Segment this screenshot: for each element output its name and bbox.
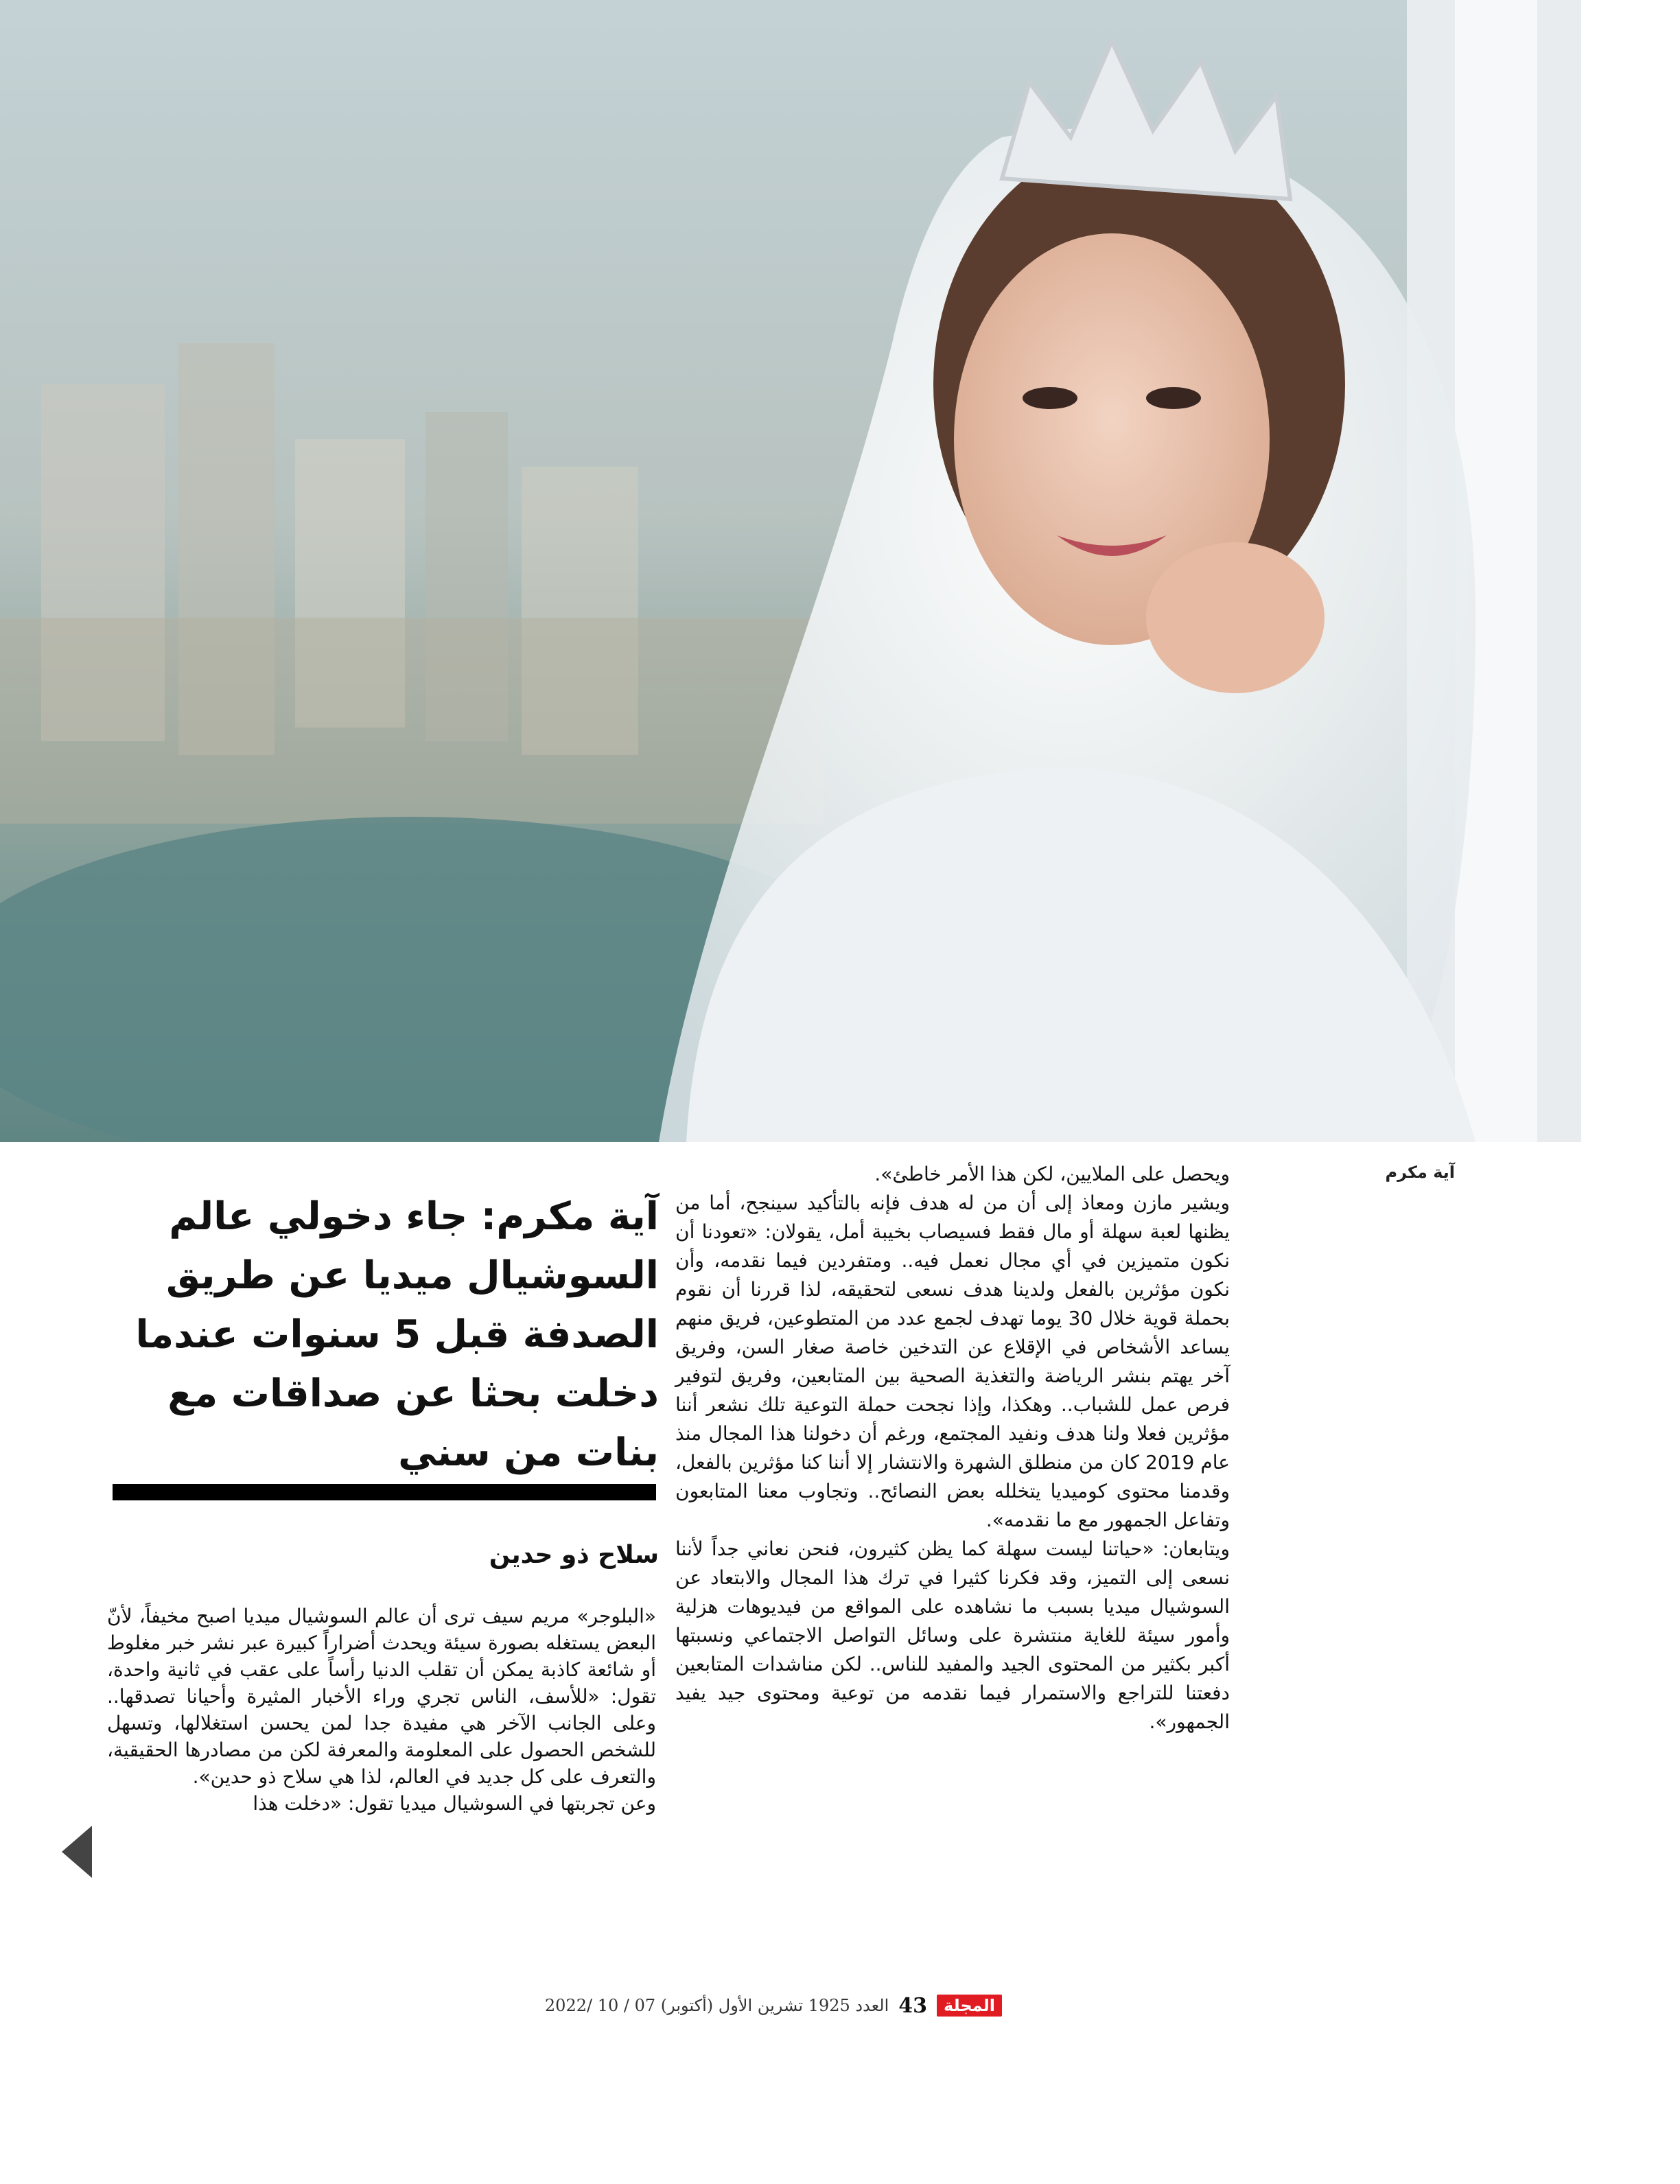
section-subheading: سلاح ذو حدين (489, 1541, 659, 1569)
page-number: 43 (898, 1993, 928, 2018)
article-column-left (107, 1603, 656, 1817)
hero-photo (0, 0, 1581, 1142)
headline-divider (113, 1484, 656, 1500)
page-footer (535, 1990, 1002, 2021)
article-headline: آية مكرم: جاء دخولي عالم السوشيال ميديا عن طريق الصدفة قبل 5 سنوات عندما دخلت بحثا عن صداقات مع بنات من سني (135, 1194, 659, 1475)
magazine-logo: المجلة (937, 1995, 1002, 2017)
previous-page-arrow-icon[interactable] (62, 1826, 92, 1878)
bride-portrait-illustration (0, 0, 1581, 1142)
photo-caption: آية مكرم (1385, 1163, 1455, 1182)
intro-paragraph: «البلوجر» مريم سيف ترى أن عالم السوشيال ميديا اصبح مخيفاً، لأنّ البعض يستغله بصورة سيئة ويحدث أضراراً كبيرة عبر نشر خبر مغلوط أو شائعة كاذبة يمكن أن تقلب الدنيا رأساً على عقب في ثانية واحدة، تقول: «للأسف، الناس تجري وراء الأخبار المثيرة وأحيانا تصدقها.. وعلى الجانب الآخر هي مفيدة جدا لمن يحسن استغلالها، وتسهل للشخص الحصول على المعلومة والمعرفة لكن من مصادرها الحقيقية، والتعرف على كل جديد في العالم، لذا هي سلاح ذو حدين». (107, 1605, 656, 1788)
article-column-right (675, 1160, 1230, 1736)
body-paragraph-3: ويتابعان: «حياتنا ليست سهلة كما يظن كثيرون، فنحن نعاني جداً لأننا نسعى إلى التميز، وقد فكرنا كثيرا في ترك هذا المجال والابتعاد عن السوشيال ميديا بسبب ما نشاهده على المواقع من فيديوهات هزلية وأمور سيئة للغاية منتشرة على وسائل التواصل الاجتماعي ونسبتها أكبر بكثير من المحتوى الجيد والمفيد للناس.. لكن مناشدات المتابعين دفعتنا للتراجع والاستمرار فيما نقدمه من توعية ومحتوى جيد يفيد الجمهور». (675, 1537, 1230, 1733)
body-paragraph-2: ويشير مازن ومعاذ إلى أن من له هدف فإنه بالتأكيد سينجح، أما من يظنها لعبة سهلة أو مال فقط فسيصاب بخيبة أمل، يقولان: «تعودنا أن نكون متميزين في أي مجال نعمل فيه.. ومتفردين فيما نقدمه، وأن نكون مؤثرين بالفعل ولدينا هدف نسعى لتحقيقه، لذا قررنا أن نقوم بحملة قوية خلال 30 يوما تهدف لجمع عدد من المتطوعين، فريق منهم يساعد الأشخاص في الإقلاع عن التدخين خاصة صغار السن، وفريق آخر يهتم بنشر الرياضة والتغذية الصحية بين المتابعين، وفريق لتوفير فرص عمل للشباب.. وهكذا، وإذا نجحت حملة التوعية تلك نشعر أننا مؤثرين فعلا ولنا هدف ونفيد المجتمع، ورغم أن دخولنا هذا المجال منذ عام 2019 كان من منطلق الشهرة والانتشار إلا أننا كنا مؤثرين بالفعل، وقدمنا محتوى كوميديا يتخلله بعض النصائح.. وتجاوب معنا المتابعون وتفاعل الجمهور مع ما نقدمه». (675, 1192, 1230, 1531)
issue-info: العدد 1925 تشرين الأول (أكتوبر) 07 / 10 /2022 (544, 1996, 889, 2015)
intro-continuation: وعن تجربتها في السوشيال ميديا تقول: «دخلت هذا (253, 1792, 656, 1815)
body-paragraph-1: ويحصل على الملايين، لكن هذا الأمر خاطئ». (874, 1163, 1230, 1185)
